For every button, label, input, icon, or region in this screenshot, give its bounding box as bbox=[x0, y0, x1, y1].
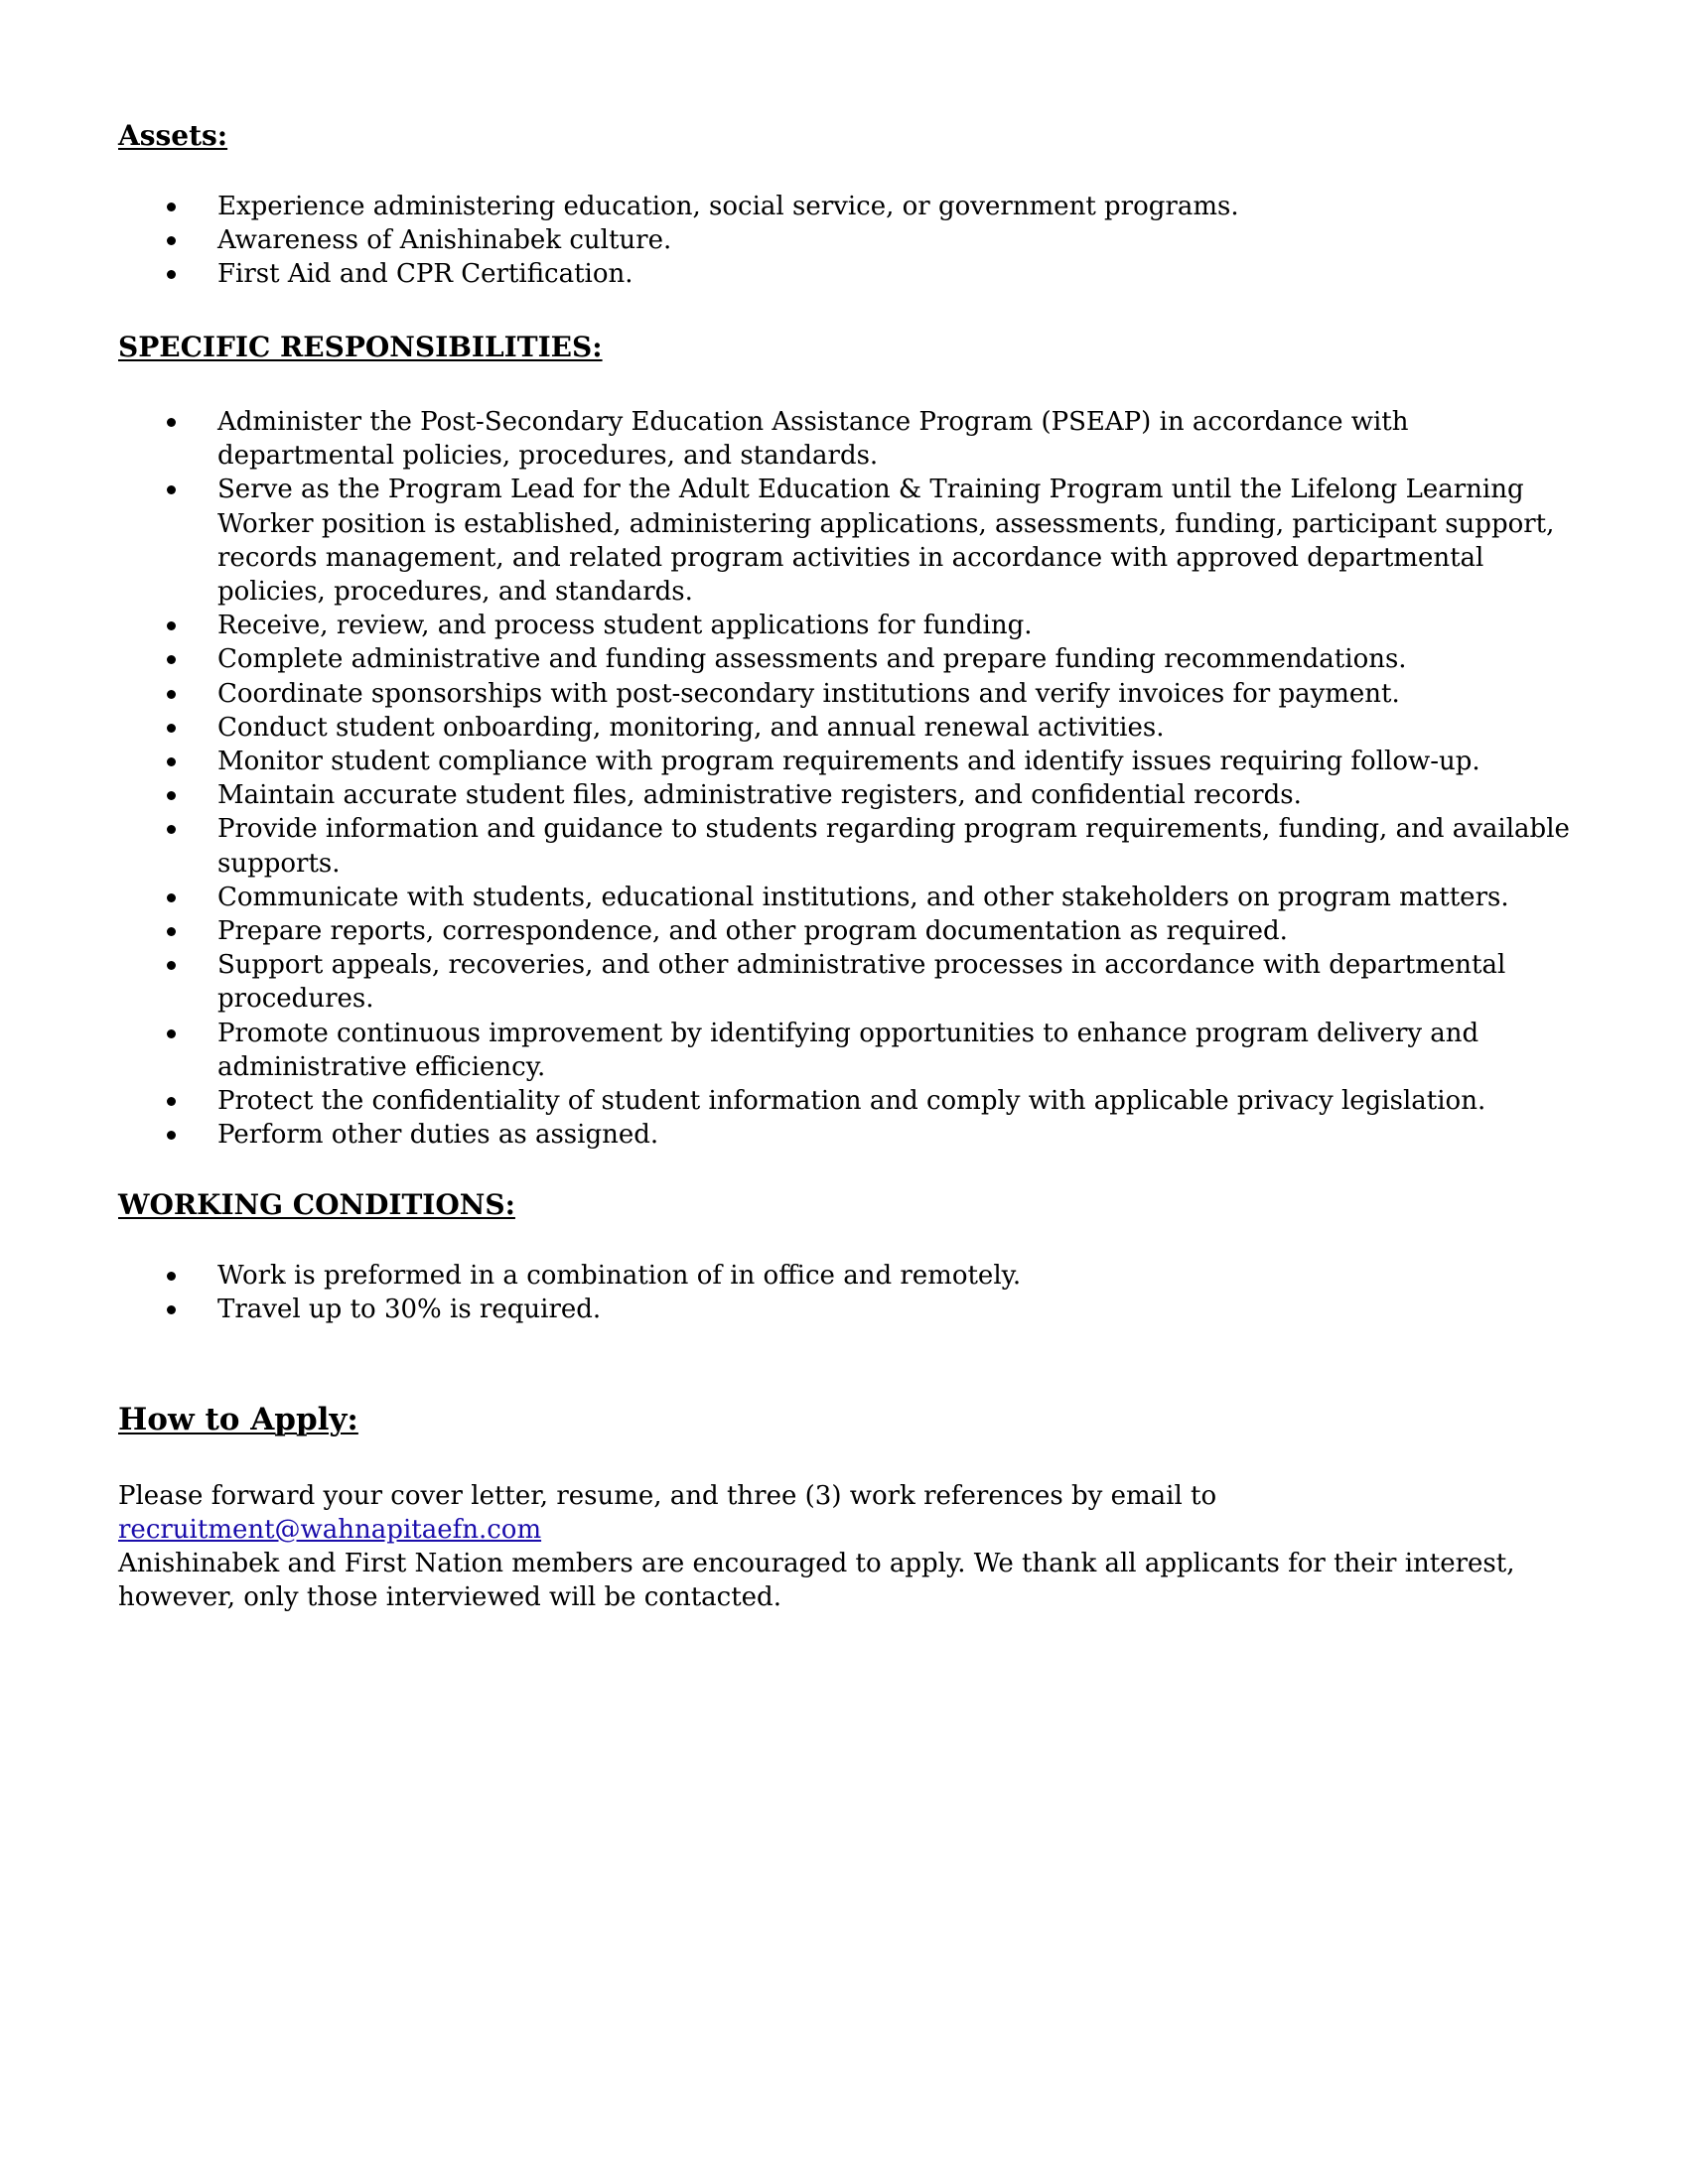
bullet-icon bbox=[167, 1272, 176, 1281]
assets-heading: Assets: bbox=[118, 119, 228, 152]
list-item-text: Communicate with students, educational institutions, and other stakeholders on program matters. bbox=[217, 882, 1509, 912]
list-item-text: Experience administering education, social service, or government programs. bbox=[217, 192, 1239, 221]
bullet-icon bbox=[167, 724, 176, 733]
list-item bbox=[0, 914, 1578, 948]
list-item bbox=[0, 1293, 1578, 1326]
list-item-text: Awareness of Anishinabek culture. bbox=[217, 225, 672, 256]
apply-instructions bbox=[118, 1479, 1568, 1547]
bullet-icon bbox=[167, 418, 176, 427]
list-item bbox=[0, 609, 1578, 642]
bullet-icon bbox=[167, 1305, 176, 1314]
bullet-icon bbox=[167, 203, 176, 211]
list-item bbox=[0, 778, 1578, 812]
bullet-icon bbox=[167, 485, 176, 494]
list-item-text: Travel up to 30% is required. bbox=[217, 1295, 602, 1325]
working-conditions-list bbox=[0, 1259, 1688, 1326]
list-item-text: Complete administrative and funding assessments and prepare funding recommendations. bbox=[217, 644, 1407, 675]
list-item-text: Monitor student compliance with program requirements and identify issues requiring follow-up. bbox=[217, 747, 1480, 777]
list-item bbox=[0, 948, 1578, 1016]
list-item-text: Administer the Post-Secondary Education Assistance Program (PSEAP) in accordance with departmental policies, procedures, and standards. bbox=[217, 407, 1409, 472]
list-item bbox=[0, 1017, 1578, 1084]
closing-note: Anishinabek and First Nation members are encouraged to apply. We thank all applicants for their interest, however, only those interviewed will be contacted. bbox=[118, 1549, 1515, 1613]
list-item-text: Serve as the Program Lead for the Adult Education & Training Program until the Lifelong Learning Worker position is established, administering applications, assessments, funding, participant support, records management, and related program activities in accordance with approved departmental policies, procedures, and standards. bbox=[217, 475, 1555, 608]
responsibilities-list bbox=[0, 405, 1688, 1152]
bullet-icon bbox=[167, 757, 176, 766]
list-item bbox=[0, 1118, 1578, 1152]
working-conditions-heading: WORKING CONDITIONS: bbox=[118, 1188, 515, 1221]
list-item bbox=[0, 745, 1578, 778]
list-item-text: Provide information and guidance to students regarding program requirements, funding, and available supports. bbox=[217, 814, 1570, 879]
list-item-text: Perform other duties as assigned. bbox=[217, 1120, 659, 1151]
list-item-text: Support appeals, recoveries, and other administrative processes in accordance with departmental procedures. bbox=[217, 950, 1506, 1015]
bullet-icon bbox=[167, 825, 176, 834]
list-item bbox=[0, 1084, 1578, 1118]
list-item bbox=[0, 473, 1578, 609]
bullet-icon bbox=[167, 1131, 176, 1140]
list-item bbox=[0, 881, 1578, 914]
list-item bbox=[0, 257, 1578, 291]
list-item bbox=[0, 642, 1578, 676]
bullet-icon bbox=[167, 270, 176, 279]
assets-list bbox=[0, 190, 1688, 292]
list-item-text: Conduct student onboarding, monitoring, and annual renewal activities. bbox=[217, 712, 1165, 743]
bullet-icon bbox=[167, 690, 176, 699]
responsibilities-heading: SPECIFIC RESPONSIBILITIES: bbox=[118, 331, 603, 363]
bullet-icon bbox=[167, 791, 176, 800]
bullet-icon bbox=[167, 1029, 176, 1038]
bullet-icon bbox=[167, 927, 176, 936]
list-item-text: Receive, review, and process student applications for funding. bbox=[217, 611, 1033, 641]
bullet-icon bbox=[167, 236, 176, 245]
how-to-apply-heading: How to Apply: bbox=[118, 1402, 358, 1437]
list-item bbox=[0, 405, 1578, 473]
list-item bbox=[0, 677, 1578, 711]
list-item bbox=[0, 223, 1578, 257]
list-item-text: Promote continuous improvement by identifying opportunities to enhance program delivery and administrative efficiency. bbox=[217, 1018, 1479, 1082]
list-item bbox=[0, 1259, 1578, 1293]
apply-instructions-text: Please forward your cover letter, resume, and three (3) work references by email to bbox=[118, 1481, 1217, 1511]
list-item-text: Protect the confidentiality of student information and comply with applicable privacy legislation. bbox=[217, 1086, 1486, 1117]
list-item-text: Prepare reports, correspondence, and other program documentation as required. bbox=[217, 916, 1288, 947]
bullet-icon bbox=[167, 655, 176, 664]
list-item bbox=[0, 190, 1578, 223]
email-link[interactable]: recruitment@wahnapitaefn.com bbox=[118, 1515, 542, 1546]
bullet-icon bbox=[167, 961, 176, 970]
bullet-icon bbox=[167, 1097, 176, 1106]
list-item bbox=[0, 812, 1578, 880]
list-item-text: Coordinate sponsorships with post-secondary institutions and verify invoices for payment. bbox=[217, 678, 1400, 709]
bullet-icon bbox=[167, 893, 176, 902]
list-item-text: First Aid and CPR Certification. bbox=[217, 259, 633, 290]
list-item-text: Work is preformed in a combination of in office and remotely. bbox=[217, 1261, 1022, 1291]
list-item bbox=[0, 711, 1578, 745]
bullet-icon bbox=[167, 621, 176, 630]
list-item-text: Maintain accurate student files, administrative registers, and confidential records. bbox=[217, 780, 1302, 811]
